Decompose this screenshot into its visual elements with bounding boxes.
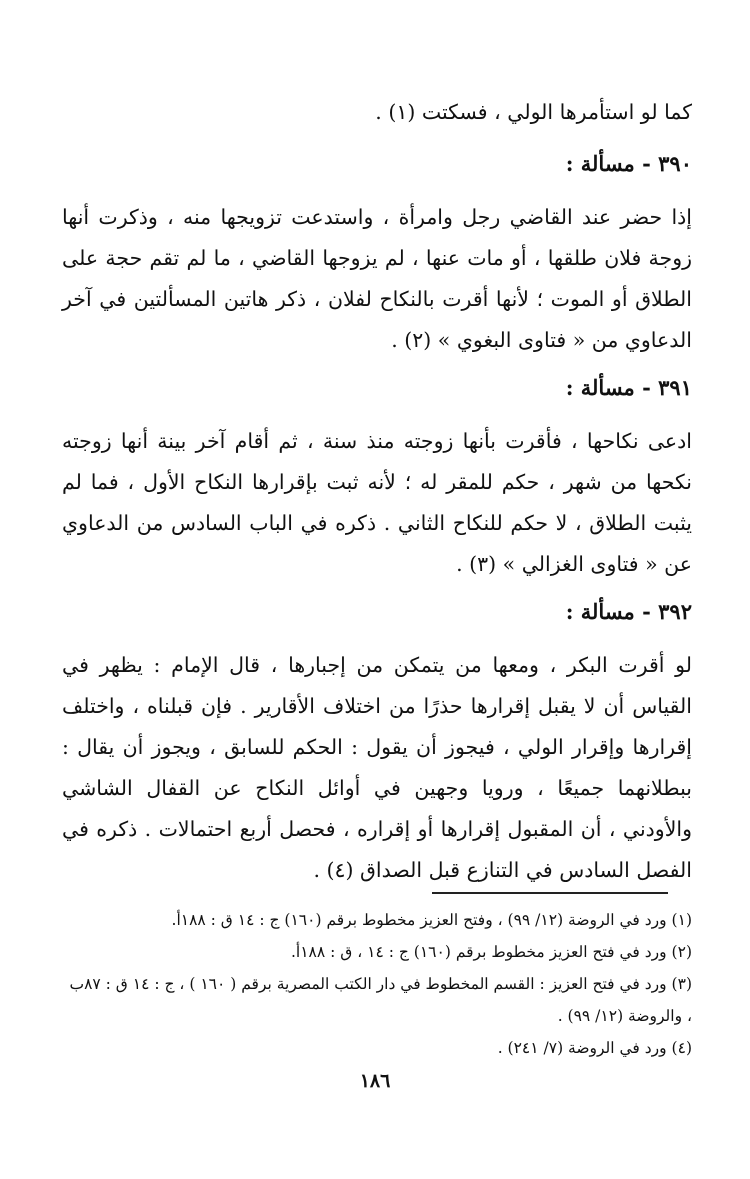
footnotes bbox=[62, 904, 692, 1064]
masala-390 bbox=[62, 149, 692, 361]
footnote-1: (١) ورد في الروضة (١٢/ ٩٩) ، وفتح العزيز مخطوط برقم (١٦٠) ج : ١٤ ق : ١٨٨أ. bbox=[171, 911, 692, 929]
masala-body: لو أقرت البكر ، ومعها من يتمكن من إجبارها ، قال الإمام : يظهر في القياس أن لا يقبل إقرارها حذرًا من اختلاف الأقارير . فإن قبلناه ، واختلف إقرارها وإقرار الولي ، فيجوز أن يقول : الحكم للسابق ، ويجوز أن يقال : ببطلانهما جميعًا ، ورويا وجهين في أوائل النكاح عن القفال الشاشي والأودني ، أن المقبول إقرارها أو إقراره ، فحصل أربع احتمالات . ذكره في الفصل السادس في التنازع قبل الصداق (٤) . bbox=[62, 653, 692, 882]
masala-body: إذا حضر عند القاضي رجل وامرأة ، واستدعت تزويجها منه ، وذكرت أنها زوجة فلان طلقها ، أو مات عنها ، لم يزوجها القاضي ، ما لم تقم حجة على الطلاق أو الموت ؛ لأنها أقرت بالنكاح لفلان ، ذكر هاتين المسألتين في آخر الدعاوي من « فتاوى البغوي » (٢) . bbox=[62, 205, 692, 352]
masala-heading: ٣٩١ - مسألة : bbox=[565, 375, 692, 400]
masala-body: ادعى نكاحها ، فأقرت بأنها زوجته منذ سنة ، ثم أقام آخر بينة أنها زوجته نكحها من شهر ، حكم للمقر له ؛ لأنه ثبت بإقرارها النكاح الأول ، فما لم يثبت الطلاق ، لا حكم للنكاح الثاني . ذكره في الباب السادس من الدعاوي عن « فتاوى الغزالي » (٣) . bbox=[62, 429, 692, 576]
masala-heading: ٣٩٠ - مسألة : bbox=[565, 151, 692, 176]
footnote-2: (٢) ورد في فتح العزيز مخطوط برقم (١٦٠) ج : ١٤ ، ق : ١٨٨أ. bbox=[290, 943, 692, 961]
footnote-4: (٤) ورد في الروضة (٧/ ٢٤١) . bbox=[497, 1039, 692, 1057]
masala-391 bbox=[62, 373, 692, 585]
page-number: ١٨٦ bbox=[359, 1070, 391, 1092]
footnote-divider bbox=[432, 892, 668, 894]
masala-392 bbox=[62, 597, 692, 891]
page-body bbox=[62, 92, 692, 903]
footnote-3: (٣) ورد في فتح العزيز : القسم المخطوط في دار الكتب المصرية برقم ( ١٦٠ ) ، ج : ١٤ ق : ٨٧ب ، والروضة (١٢/ ٩٩) . bbox=[69, 975, 692, 1025]
intro-line: كما لو استأمرها الولي ، فسكتت (١) . bbox=[375, 100, 692, 124]
masala-heading: ٣٩٢ - مسألة : bbox=[565, 599, 692, 624]
